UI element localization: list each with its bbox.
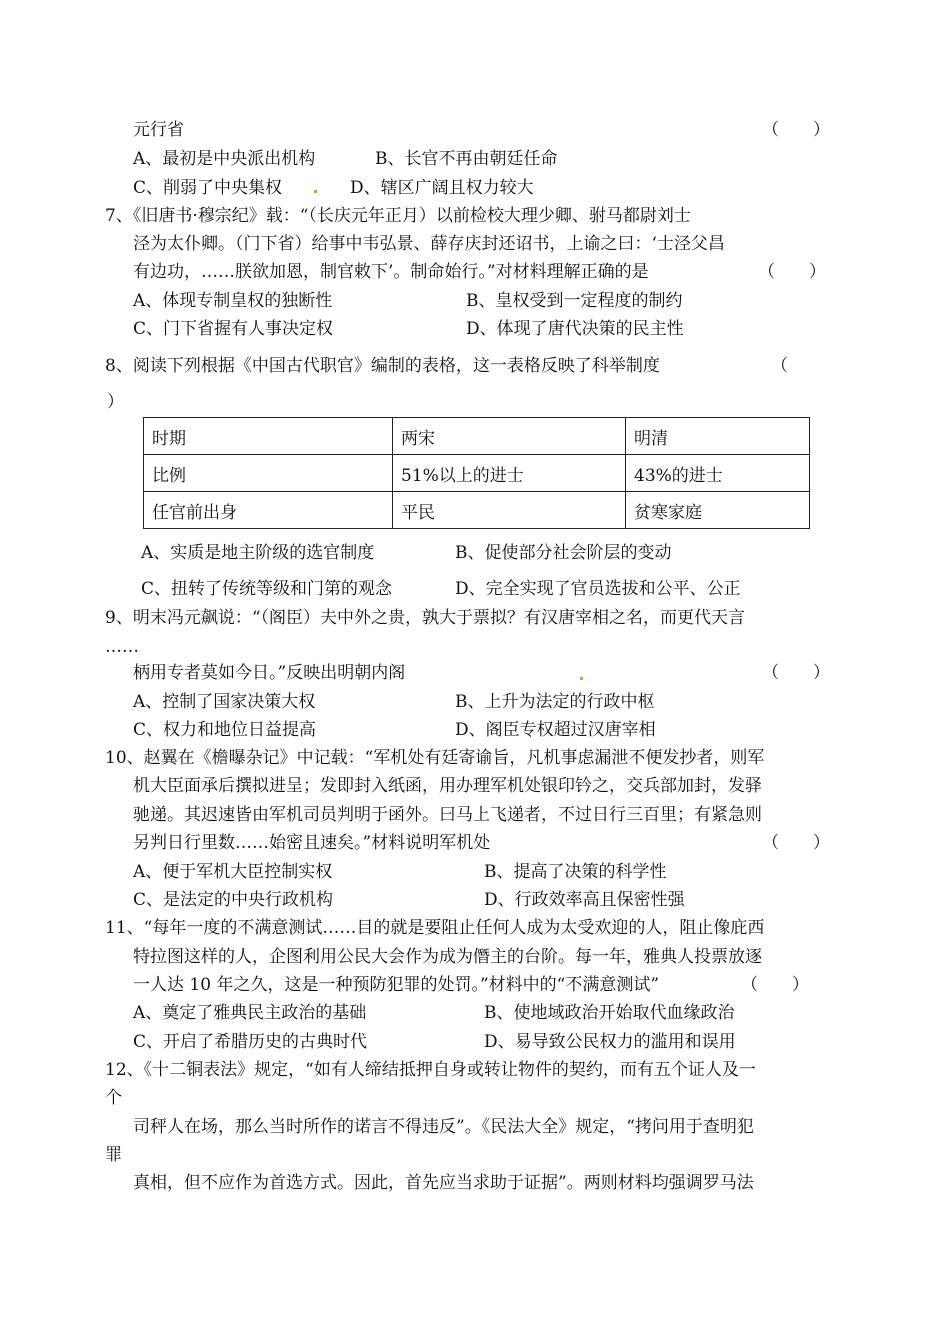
q6-tail: 元行省 (133, 120, 184, 140)
table-cell: 任官前出身 (144, 492, 393, 529)
q6-answer-paren[interactable]: （ ） (762, 120, 830, 140)
table-cell: 平民 (393, 492, 626, 529)
q10-answer-paren[interactable]: （ ） (762, 833, 830, 853)
q10-option-c[interactable]: C、是法定的中央行政机构 (133, 890, 334, 910)
q6-option-d[interactable]: D、辖区广阔且权力较大 (350, 178, 534, 198)
table-row (144, 455, 810, 492)
q11-stem-line-2: 特拉图这样的人，企图利用公民大会作为成为僭主的台阶。每一年，雅典人投票放逐 (133, 947, 762, 967)
q12-stem-line-1: 12、《十二铜表法》规定，“如有人缔结抵押自身或转让物件的契约，而有五个证人及一 (105, 1060, 756, 1080)
q8-paren-open[interactable]: （ (771, 356, 788, 376)
q9-option-d[interactable]: D、阁臣专权超过汉唐宰相 (455, 720, 656, 740)
table-row (144, 492, 810, 529)
q10-option-d[interactable]: D、行政效率高且保密性强 (484, 890, 685, 910)
q9-stem-line-2: …… (105, 637, 139, 657)
q11-option-c[interactable]: C、开启了希腊历史的古典时代 (133, 1032, 368, 1052)
q7-option-b[interactable]: B、皇权受到一定程度的制约 (466, 291, 683, 311)
q11-option-d[interactable]: D、易导致公民权力的滥用和误用 (484, 1032, 736, 1052)
q8-data-table (143, 417, 810, 529)
table-cell: 时期 (144, 418, 393, 455)
q8-paren-close: ） (107, 392, 124, 412)
q9-stem-line-3: 柄用专者莫如今日。”反映出明朝内阁 (133, 663, 406, 683)
q11-stem-line-1: 11、“每年一度的不满意测试……目的就是要阻止任何人成为太受欢迎的人，阻止像庇西 (105, 918, 765, 938)
q11-stem-line-3: 一人达 10 年之久，这是一种预防犯罪的处罚。”材料中的“不满意测试” (133, 975, 660, 995)
table-cell: 比例 (144, 455, 393, 492)
q10-stem-line-4: 另判日行里数……始密且速矣。”材料说明军机处 (133, 833, 491, 853)
q10-stem-line-3: 驰递。其迟速皆由军机司员判明于函外。曰马上飞递者，不过日行三百里；有紧急则 (133, 805, 762, 825)
q8-option-c[interactable]: C、扭转了传统等级和门第的观念 (141, 579, 393, 599)
q9-option-b[interactable]: B、上升为法定的行政中枢 (455, 692, 655, 712)
q10-stem-line-2: 机大臣面承后撰拟进呈；发即封入纸函，用办理军机处银印钤之，交兵部加封，发驿 (133, 776, 762, 796)
q12-stem-line-4: 罪 (105, 1145, 122, 1165)
table-cell: 两宋 (393, 418, 626, 455)
q8-option-a[interactable]: A、实质是地主阶级的选官制度 (141, 543, 375, 563)
q12-stem-line-3: 司秤人在场，那么当时所作的诺言不得违反”。《民法大全》规定，“拷问用于查明犯 (133, 1117, 754, 1137)
stray-dot (314, 190, 317, 193)
q9-answer-paren[interactable]: （ ） (762, 663, 830, 683)
q6-option-a[interactable]: A、最初是中央派出机构 (133, 149, 316, 169)
q7-stem-line-3: 有边功，……朕欲加恩，制官敕下’。制命始行。”对材料理解正确的是 (133, 262, 649, 282)
q12-stem-line-2: 个 (105, 1088, 122, 1108)
q9-stem-line-1: 9、明末冯元飙说：“（阁臣）夫中外之贵，孰大于票拟？有汉唐宰相之名，而更代天言 (105, 608, 746, 628)
table-cell: 贫寒家庭 (626, 492, 810, 529)
q11-option-a[interactable]: A、奠定了雅典民主政治的基础 (133, 1003, 367, 1023)
q8-option-d[interactable]: D、完全实现了官员选拔和公平、公正 (455, 579, 741, 599)
table-cell: 51%以上的进士 (393, 455, 626, 492)
table-row (144, 418, 810, 455)
q12-stem-line-5: 真相，但不应作为首选方式。因此，首先应当求助于证据”。两则材料均强调罗马法 (133, 1173, 754, 1193)
q7-option-a[interactable]: A、体现专制皇权的独断性 (133, 291, 333, 311)
q7-option-d[interactable]: D、体现了唐代决策的民主性 (466, 319, 684, 339)
q7-stem-line-2: 泾为太仆卿。（门下省）给事中韦弘景、薛存庆封还诏书，上谕之曰：‘士泾父昌 (133, 234, 725, 254)
q7-stem-line-1: 7、《旧唐书·穆宗纪》载：“（长庆元年正月）以前检校大理少卿、驸马都尉刘士 (105, 206, 691, 226)
q10-option-a[interactable]: A、便于军机大臣控制实权 (133, 862, 333, 882)
q7-answer-paren[interactable]: （ ） (758, 262, 826, 282)
stray-dot (580, 677, 583, 680)
q8-option-b[interactable]: B、促使部分社会阶层的变动 (455, 543, 672, 563)
q11-option-b[interactable]: B、使地域政治开始取代血缘政治 (484, 1003, 735, 1023)
q10-option-b[interactable]: B、提高了决策的科学性 (484, 862, 667, 882)
q7-option-c[interactable]: C、门下省握有人事决定权 (133, 319, 334, 339)
q8-stem: 8、阅读下列根据《中国古代职官》编制的表格，这一表格反映了科举制度 (105, 356, 660, 376)
table-cell: 明清 (626, 418, 810, 455)
q6-option-c[interactable]: C、削弱了中央集权 (133, 178, 283, 198)
table-cell: 43%的进士 (626, 455, 810, 492)
q11-answer-paren[interactable]: （ ） (741, 975, 809, 995)
q10-stem-line-1: 10、赵翼在《檐曝杂记》中记载：“军机处有廷寄谕旨，凡机事虑漏泄不便发抄者，则军 (105, 748, 765, 768)
q9-option-c[interactable]: C、权力和地位日益提高 (133, 720, 317, 740)
q9-option-a[interactable]: A、控制了国家决策大权 (133, 692, 316, 712)
q6-option-b[interactable]: B、长官不再由朝廷任命 (375, 149, 558, 169)
